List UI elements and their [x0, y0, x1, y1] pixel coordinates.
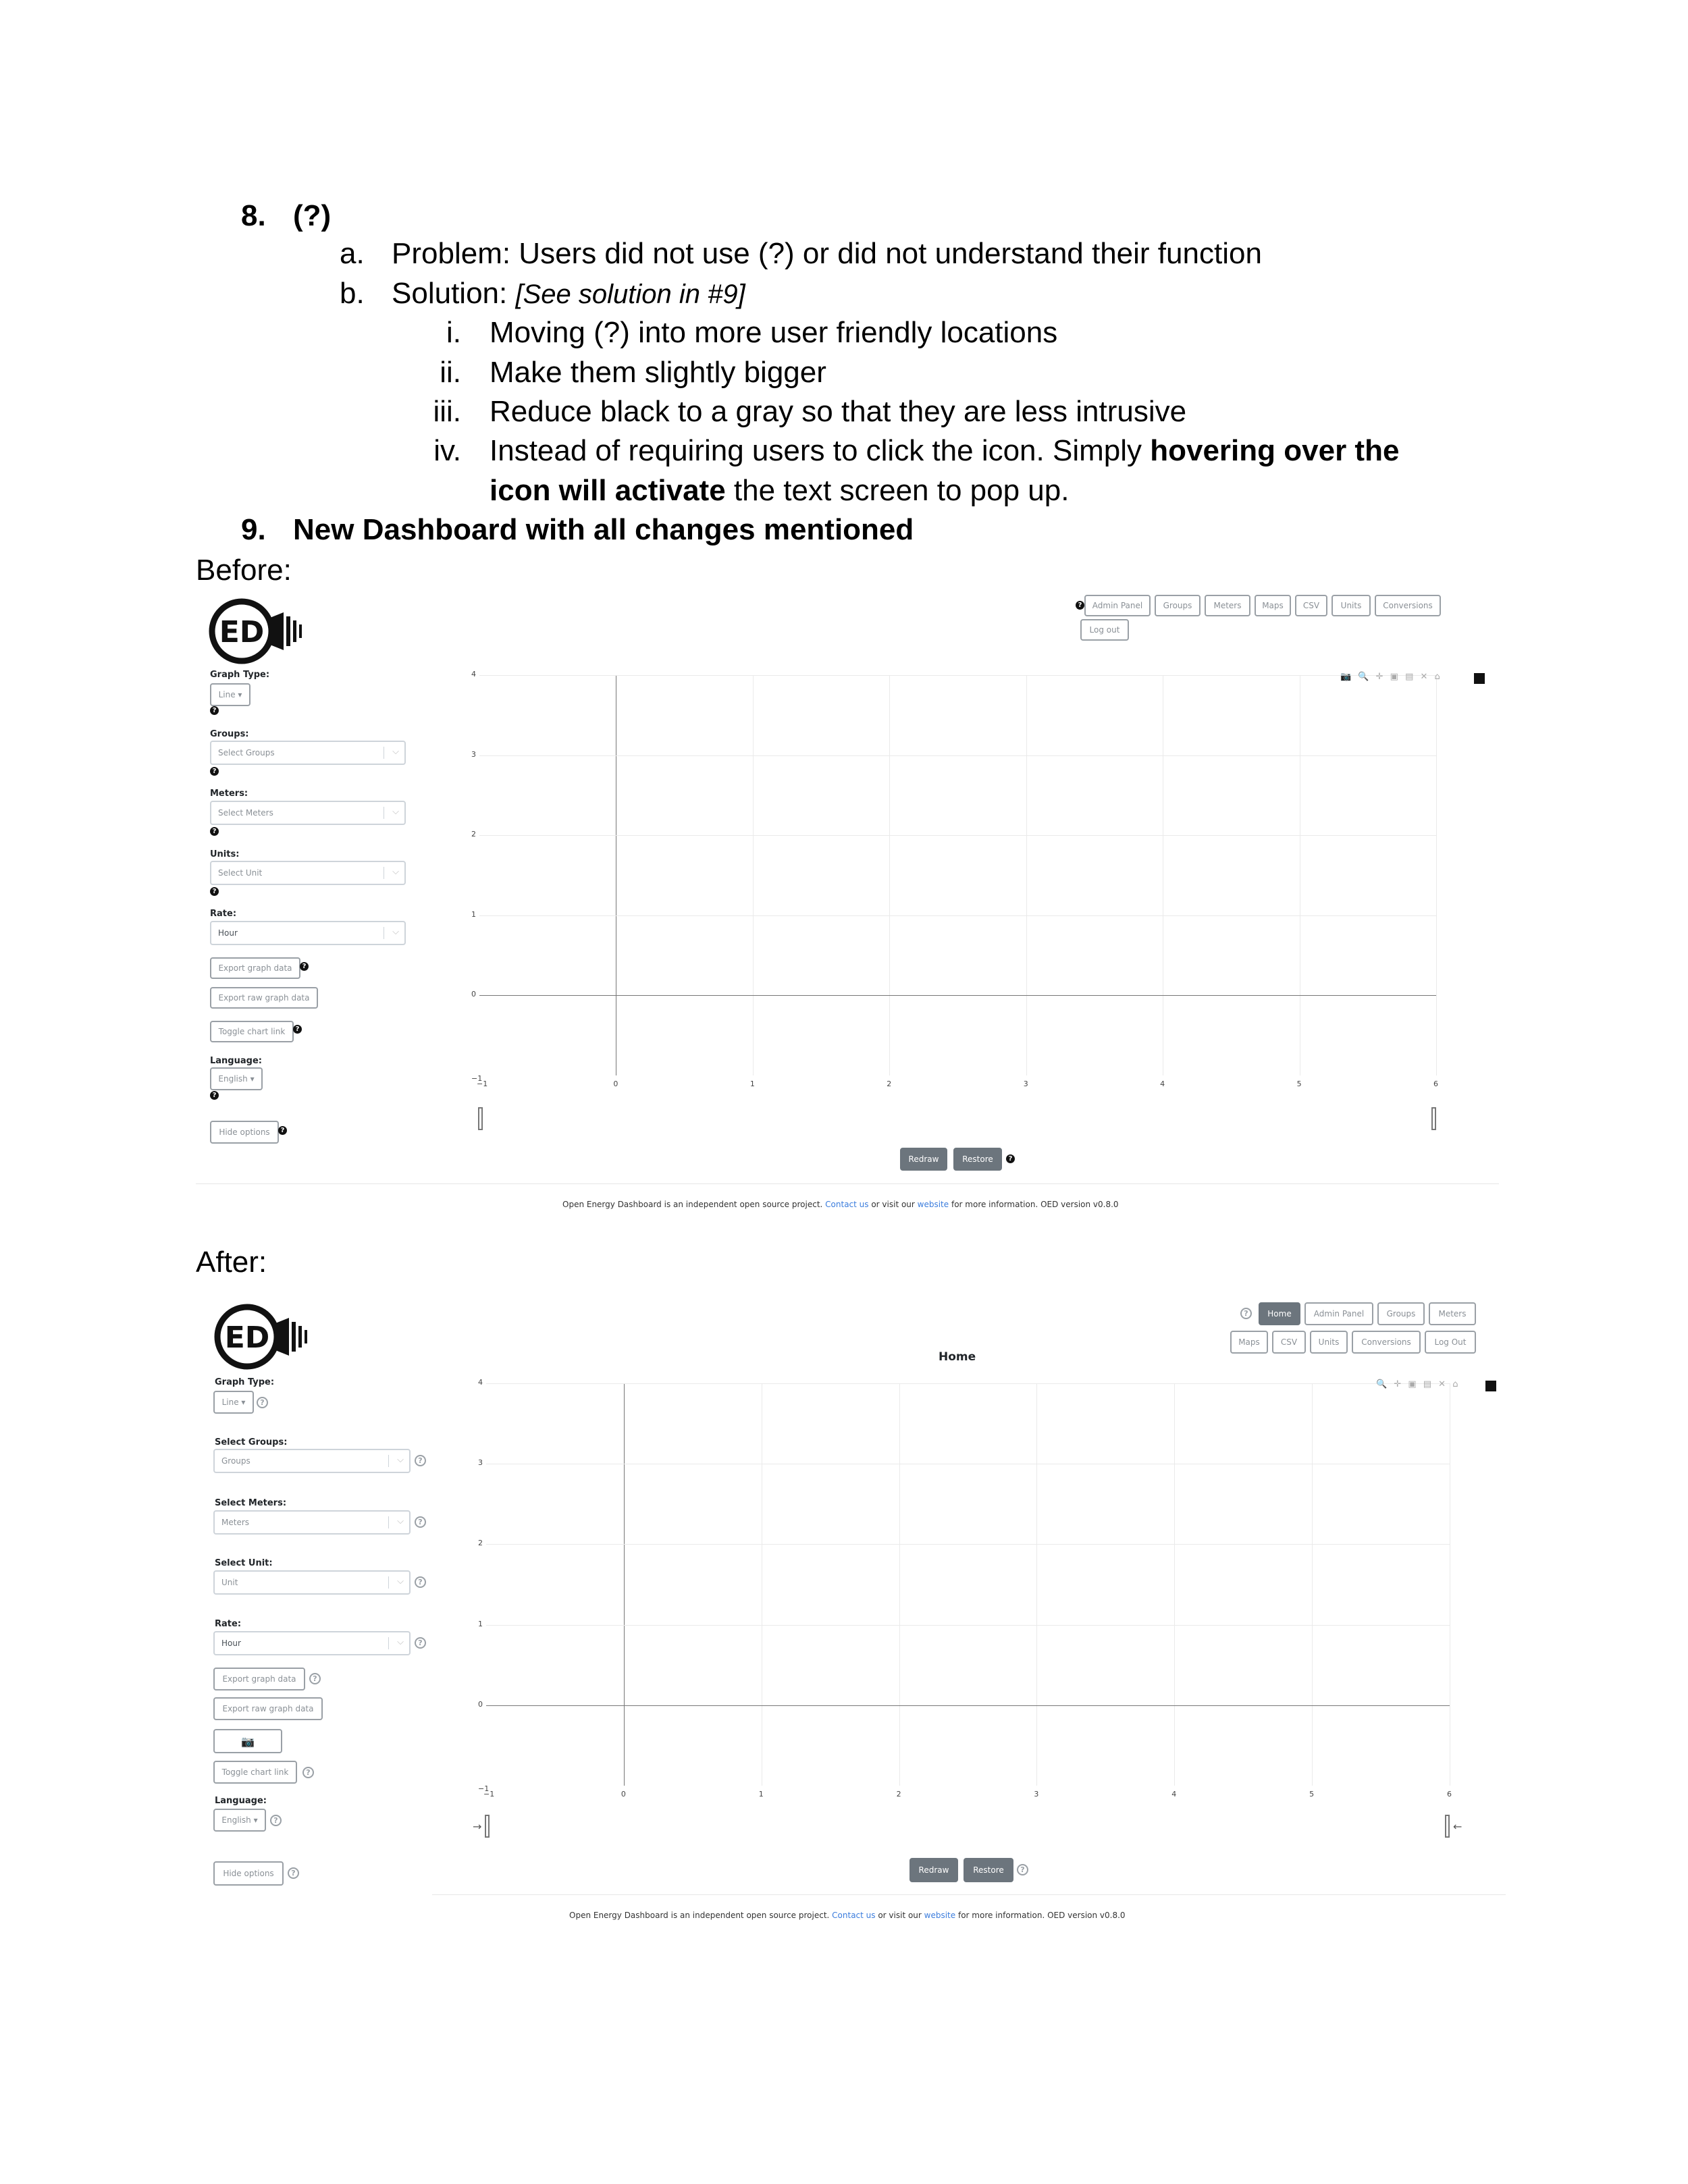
subitem-iv-text-before: Instead of requiring users to click the icon. Simply — [490, 434, 1151, 467]
before-logo-graphic — [208, 597, 309, 665]
chart-0-y-tick-label: 2 — [471, 830, 476, 839]
before-graph-type-value: Line — [218, 690, 236, 699]
section-8-number: 8. — [241, 199, 266, 232]
chart-1-y-gridline — [486, 1544, 1450, 1545]
before-hide-options-button[interactable]: Hide options — [210, 1121, 279, 1144]
subitem-i-marker: i. — [446, 316, 461, 349]
after-unit-label: Select Unit: — [215, 1558, 273, 1568]
after-nav-admin-panel[interactable]: Admin Panel — [1304, 1302, 1373, 1325]
after-toggle-chart-button[interactable]: Toggle chart link — [213, 1761, 297, 1784]
chart-1-x-tick-label: −1 — [483, 1790, 495, 1799]
chart-0-y-tick-label-min: −1 — [471, 1074, 483, 1083]
before-units-select[interactable] — [210, 861, 406, 885]
contact-us-link[interactable]: Contact us — [832, 1911, 876, 1920]
after-screenshot-button[interactable] — [213, 1729, 282, 1753]
chart-1-y-tick-label: 0 — [478, 1699, 483, 1709]
after-groups-label: Select Groups: — [215, 1437, 288, 1447]
after-footer — [569, 1911, 1126, 1920]
chart-1-y-tick-label: 1 — [478, 1619, 483, 1628]
after-rate-value: Hour — [221, 1639, 241, 1648]
before-nav-admin-panel[interactable]: Admin Panel — [1084, 595, 1151, 616]
footer-prefix: Open Energy Dashboard is an independent open source project. — [569, 1911, 833, 1920]
subitem-iv-bold1: hovering over the — [1150, 434, 1400, 467]
after-nav-csv[interactable]: CSV — [1272, 1331, 1306, 1354]
before-units-help-icon[interactable]: ? — [210, 887, 219, 896]
website-link[interactable]: website — [917, 1200, 949, 1209]
before-nav-groups[interactable]: Groups — [1155, 595, 1201, 616]
before-groups-label: Groups: — [210, 729, 249, 739]
chevron-down-icon: ⌵ — [397, 1516, 404, 1526]
chart-0-x-gridline — [753, 675, 754, 1075]
chart-0-x-tick-label: −1 — [477, 1080, 488, 1088]
footer-prefix: Open Energy Dashboard is an independent open source project. — [562, 1200, 826, 1209]
chevron-down-icon: ⌵ — [392, 867, 399, 877]
before-label: Before: — [196, 554, 292, 587]
item-b-marker: b. — [340, 277, 365, 310]
before-graph-type-help-icon[interactable]: ? — [210, 706, 219, 715]
after-export-graph-button[interactable]: Export graph data — [213, 1668, 305, 1690]
chart-0-x-tick-label: 2 — [887, 1080, 892, 1088]
before-nav-maps[interactable]: Maps — [1255, 595, 1291, 616]
after-rate-help-icon[interactable]: ? — [415, 1637, 426, 1649]
chart-1-x-tick-label: 4 — [1171, 1790, 1177, 1799]
after-graph-type-label: Graph Type: — [215, 1377, 275, 1387]
before-hide-help-icon[interactable]: ? — [278, 1126, 287, 1135]
footer-suffix: for more information. OED version v0.8.0 — [949, 1200, 1119, 1209]
after-groups-select[interactable] — [213, 1449, 411, 1473]
before-meters-help-icon[interactable]: ? — [210, 827, 219, 836]
after-hide-help-icon[interactable]: ? — [288, 1867, 299, 1879]
item-b-text — [392, 273, 745, 315]
chart-0-y-gridline — [479, 675, 1436, 676]
chart-0-y-gridline — [479, 755, 1436, 756]
chart-0-x-gridline — [1436, 675, 1437, 1075]
before-groups-select[interactable] — [210, 741, 406, 765]
before-nav-logout[interactable]: Log out — [1080, 619, 1129, 641]
chart-0-y-tick-label: 1 — [471, 909, 476, 919]
after-graph-type-dropdown[interactable]: Line ▾ — [213, 1391, 254, 1414]
after-toggle-help-icon[interactable]: ? — [302, 1767, 314, 1778]
after-page-title: Home — [939, 1350, 976, 1364]
after-unit-select[interactable] — [213, 1570, 411, 1595]
after-nav-conversions[interactable]: Conversions — [1352, 1331, 1421, 1354]
after-graph-type-value: Line — [221, 1397, 239, 1407]
chart-1-x-tick-label: 0 — [621, 1790, 626, 1799]
chart-0-y-gridline — [479, 915, 1436, 916]
chart-1-y-tick-label-min: −1 — [478, 1784, 490, 1793]
before-language-label: Language: — [210, 1056, 262, 1066]
subitem-iv-text-after: the text screen to pop up. — [725, 474, 1070, 507]
chart-0-x-tick-label: 0 — [613, 1080, 618, 1088]
before-nav-meters[interactable]: Meters — [1205, 595, 1250, 616]
after-restore-button[interactable]: Restore — [964, 1858, 1013, 1882]
chart-1-x-gridline — [899, 1383, 900, 1786]
after-logo-text: ED — [224, 1321, 270, 1355]
after-slider-left-arrow-icon: → — [473, 1820, 482, 1833]
after-unit-placeholder: Unit — [221, 1578, 238, 1587]
footer-suffix: for more information. OED version v0.8.0 — [955, 1911, 1126, 1920]
subitem-i-text: Moving (?) into more user friendly locations — [490, 316, 1058, 349]
website-link[interactable]: website — [924, 1911, 956, 1920]
before-rate-label: Rate: — [210, 909, 237, 919]
after-redraw-help-icon[interactable]: ? — [1017, 1864, 1028, 1875]
chart-0-x-tick-label: 3 — [1023, 1080, 1028, 1088]
before-nav-help-icon[interactable]: ? — [1076, 601, 1084, 610]
before-footer — [562, 1200, 1119, 1209]
chart-0-x-tick-label: 1 — [749, 1080, 755, 1088]
chart-0-y-gridline — [479, 835, 1436, 836]
subitem-ii-marker: ii. — [440, 356, 461, 389]
after-nav-units[interactable]: Units — [1310, 1331, 1348, 1354]
chart-0-x-tick-label: 4 — [1160, 1080, 1165, 1088]
before-toggle-chart-button[interactable]: Toggle chart link — [210, 1021, 294, 1042]
plotly-logo-icon[interactable] — [1474, 673, 1485, 684]
before-restore-button[interactable]: Restore — [953, 1148, 1002, 1171]
chart-0-y-gridline — [479, 995, 1436, 996]
before-rate-select[interactable] — [210, 921, 406, 945]
chart-1-x-tick-label: 2 — [896, 1790, 901, 1799]
chevron-down-icon: ⌵ — [397, 1455, 404, 1465]
before-range-slider-right-handle[interactable] — [1431, 1107, 1436, 1130]
chevron-down-icon: ⌵ — [392, 807, 399, 817]
before-export-help-icon[interactable]: ? — [300, 962, 309, 971]
chart-1-x-gridline — [1036, 1383, 1037, 1786]
chart-1-y-gridline — [486, 1383, 1450, 1384]
after-groups-placeholder: Groups — [221, 1456, 250, 1466]
item-a-text: Problem: Users did not use (?) or did not understand their function — [392, 237, 1262, 270]
chart-1-x-tick-label: 5 — [1309, 1790, 1315, 1799]
before-units-placeholder: Select Unit — [218, 868, 263, 878]
chevron-down-icon: ⌵ — [392, 927, 399, 937]
chart-0-y-tick-label: 0 — [471, 990, 476, 999]
after-groups-help-icon[interactable]: ? — [415, 1455, 426, 1466]
chart-1-x-tick-label: 6 — [1447, 1790, 1452, 1799]
after-footer-divider — [432, 1894, 1506, 1895]
after-graph-type-help-icon[interactable]: ? — [257, 1397, 268, 1408]
section-9-number: 9. — [241, 513, 266, 546]
solution-note: [See solution in #9] — [515, 279, 745, 309]
footer-middle: or visit our — [875, 1911, 924, 1920]
after-nav-home[interactable]: Home — [1259, 1302, 1300, 1325]
after-meters-help-icon[interactable]: ? — [415, 1516, 426, 1528]
after-slider-right-arrow-icon: ← — [1453, 1820, 1462, 1833]
before-groups-help-icon[interactable]: ? — [210, 767, 219, 776]
before-nav-conversions[interactable]: Conversions — [1375, 595, 1441, 616]
after-meters-label: Select Meters: — [215, 1498, 287, 1508]
after-rate-select[interactable] — [213, 1631, 411, 1655]
chevron-down-icon: ⌵ — [397, 1576, 404, 1587]
before-meters-select[interactable] — [210, 801, 406, 825]
solution-label: Solution: — [392, 277, 516, 310]
section-8-title: (?) — [293, 199, 332, 232]
before-language-help-icon[interactable]: ? — [210, 1091, 219, 1100]
after-rate-label: Rate: — [215, 1619, 242, 1629]
after-logo-graphic — [213, 1303, 315, 1370]
chart-0-x-tick-label: 5 — [1296, 1080, 1302, 1088]
chart-0-y-tick-label: 4 — [471, 670, 476, 678]
after-nav-logout[interactable]: Log Out — [1425, 1331, 1476, 1354]
chart-1-y-tick-label: 4 — [478, 1378, 483, 1387]
subitem-iv-line1 — [490, 431, 1399, 471]
chart-1-y-gridline — [486, 1625, 1450, 1626]
chart-0-x-tick-label: 6 — [1433, 1080, 1438, 1088]
after-language-label: Language: — [215, 1796, 267, 1806]
chart-1-x-tick-label: 1 — [758, 1790, 764, 1799]
after-redraw-button[interactable]: Redraw — [909, 1858, 958, 1882]
before-graph-type-label: Graph Type: — [210, 670, 270, 680]
after-meters-placeholder: Meters — [221, 1518, 250, 1527]
subitem-iii-marker: iii. — [433, 395, 461, 428]
after-hide-options-button[interactable]: Hide options — [213, 1861, 284, 1886]
before-export-raw-button[interactable]: Export raw graph data — [210, 987, 318, 1009]
chevron-down-icon: ⌵ — [397, 1637, 404, 1647]
after-meters-select[interactable] — [213, 1510, 411, 1535]
after-nav-maps[interactable]: Maps — [1230, 1331, 1268, 1354]
before-nav-units[interactable]: Units — [1331, 595, 1371, 616]
before-rate-value: Hour — [218, 928, 238, 938]
before-units-label: Units: — [210, 849, 240, 859]
after-language-help-icon[interactable]: ? — [270, 1815, 282, 1826]
before-range-slider-left-handle[interactable] — [478, 1107, 483, 1130]
after-language-dropdown[interactable]: English ▾ — [213, 1809, 266, 1832]
before-export-graph-button[interactable]: Export graph data — [210, 957, 300, 979]
after-export-help-icon[interactable]: ? — [309, 1673, 321, 1684]
before-toggle-help-icon[interactable]: ? — [293, 1025, 302, 1034]
chart-1-x-gridline — [1312, 1383, 1313, 1786]
after-range-slider-right-handle[interactable] — [1445, 1815, 1450, 1838]
after-range-slider-left-handle[interactable] — [485, 1815, 490, 1838]
after-export-raw-button[interactable]: Export raw graph data — [213, 1697, 323, 1720]
chart-1-x-gridline — [1174, 1383, 1175, 1786]
contact-us-link[interactable]: Contact us — [825, 1200, 869, 1209]
before-chart-modebar[interactable]: 📷 🔍 ✛ ▣ ▤ ✕ ⌂ — [1340, 672, 1442, 682]
before-graph-type-dropdown[interactable]: Line ▾ — [210, 683, 250, 706]
section-9-title: New Dashboard with all changes mentioned — [293, 513, 914, 546]
after-unit-help-icon[interactable]: ? — [415, 1576, 426, 1588]
footer-middle: or visit our — [868, 1200, 918, 1209]
chart-0-y-tick-label: 3 — [471, 749, 476, 759]
subitem-iv-line2 — [490, 471, 1069, 510]
before-logo-text: ED — [219, 615, 265, 649]
before-redraw-button[interactable]: Redraw — [900, 1148, 947, 1171]
before-oed-logo — [208, 597, 309, 668]
subitem-iv-marker: iv. — [433, 434, 461, 467]
after-label: After: — [196, 1246, 267, 1279]
chart-1-y-gridline — [486, 1705, 1450, 1706]
chart-1-x-tick-label: 3 — [1034, 1790, 1039, 1799]
before-groups-placeholder: Select Groups — [218, 748, 275, 757]
after-nav-meters[interactable]: Meters — [1429, 1302, 1476, 1325]
before-language-dropdown[interactable]: English ▾ — [210, 1067, 263, 1090]
item-a-marker: a. — [340, 237, 365, 270]
after-oed-logo — [213, 1303, 315, 1373]
plotly-logo-icon[interactable] — [1485, 1381, 1496, 1391]
chart-1-y-tick-label: 3 — [478, 1458, 483, 1468]
before-language-value: English — [218, 1074, 248, 1084]
chart-1-y-tick-label: 2 — [478, 1539, 483, 1548]
after-nav-groups[interactable]: Groups — [1377, 1302, 1425, 1325]
before-meters-placeholder: Select Meters — [218, 808, 273, 818]
subitem-iv-bold2: icon will activate — [490, 474, 726, 507]
before-meters-label: Meters: — [210, 789, 248, 799]
before-redraw-help-icon[interactable]: ? — [1006, 1154, 1015, 1163]
chart-0-x-gridline — [889, 675, 890, 1075]
chart-1-x-gridline — [624, 1383, 625, 1786]
chart-0-x-gridline — [1026, 675, 1027, 1075]
before-nav-csv[interactable]: CSV — [1295, 595, 1327, 616]
chevron-down-icon: ⌵ — [392, 747, 399, 757]
after-chart-modebar[interactable]: 🔍 ✛ ▣ ▤ ✕ ⌂ — [1376, 1379, 1460, 1389]
after-nav-help-icon[interactable]: ? — [1240, 1308, 1252, 1319]
subitem-ii-text: Make them slightly bigger — [490, 356, 826, 389]
subitem-iii-text: Reduce black to a gray so that they are less intrusive — [490, 395, 1187, 428]
after-language-value: English — [221, 1815, 251, 1825]
camera-icon: 📷 — [241, 1734, 255, 1748]
before-footer-divider — [196, 1183, 1499, 1184]
